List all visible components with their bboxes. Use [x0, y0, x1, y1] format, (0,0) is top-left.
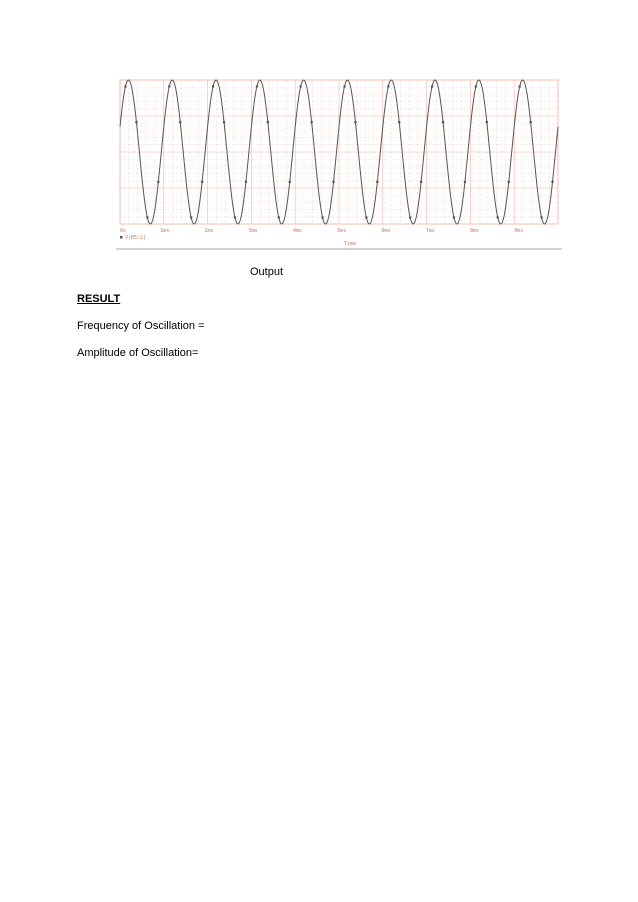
x-tick-label: 8ms	[469, 228, 479, 234]
trace-marker	[179, 121, 181, 123]
trace-marker	[300, 85, 302, 87]
result-heading: RESULT	[77, 293, 121, 305]
trace-marker	[289, 181, 291, 183]
trace-marker	[267, 121, 269, 123]
x-tick-label: 1ms	[160, 228, 170, 234]
trace-marker	[190, 216, 192, 218]
trace-marker	[519, 85, 521, 87]
amplitude-label: Amplitude of Oscillation=	[77, 347, 199, 359]
trace-marker	[420, 181, 422, 183]
trace-marker	[146, 216, 148, 218]
output-waveform-plot	[116, 76, 562, 254]
trace-marker	[475, 85, 477, 87]
trace-legend	[120, 235, 146, 241]
trace-marker	[223, 121, 225, 123]
trace-marker	[234, 216, 236, 218]
x-tick-labels	[120, 228, 523, 234]
x-tick-label: 0s	[120, 228, 127, 234]
trace-marker	[442, 121, 444, 123]
x-tick-label: 4ms	[292, 228, 303, 234]
trace-marker	[530, 121, 532, 123]
trace-marker	[497, 216, 499, 218]
trace-marker	[464, 181, 466, 183]
trace-marker	[551, 181, 553, 183]
trace-marker	[343, 85, 345, 87]
frequency-label: Frequency of Oscillation =	[77, 320, 205, 332]
trace-marker	[321, 216, 323, 218]
trace-marker	[168, 85, 170, 87]
trace-marker	[354, 121, 356, 123]
trace-marker	[135, 121, 137, 123]
figure-caption: Output	[250, 266, 284, 278]
plot-grid	[120, 80, 558, 224]
x-tick-label: 7ms	[425, 228, 435, 234]
trace-marker	[201, 181, 203, 183]
trace-marker	[409, 216, 411, 218]
x-tick-label: 5ms	[337, 228, 347, 234]
trace-marker	[453, 216, 455, 218]
trace-legend-marker	[120, 236, 123, 239]
trace-marker	[212, 85, 214, 87]
trace-marker	[365, 216, 367, 218]
trace-marker	[387, 85, 389, 87]
trace-marker	[431, 85, 433, 87]
x-tick-label: 9ms	[514, 228, 524, 234]
trace-marker	[508, 181, 510, 183]
x-tick-label: 3ms	[248, 228, 258, 234]
trace-marker	[332, 181, 334, 183]
trace-marker	[398, 121, 400, 123]
x-tick-label: 6ms	[381, 228, 391, 234]
trace-marker	[486, 121, 488, 123]
x-tick-label: 2ms	[204, 228, 214, 234]
x-axis-label: Time	[344, 241, 357, 247]
trace-marker	[157, 181, 159, 183]
trace-marker	[278, 216, 280, 218]
trace-marker	[256, 85, 258, 87]
trace-marker	[376, 181, 378, 183]
trace-marker	[540, 216, 542, 218]
trace-marker	[124, 85, 126, 87]
trace-marker	[311, 121, 313, 123]
trace-marker	[245, 181, 247, 183]
trace-legend-label: V(R5:2)	[125, 235, 147, 241]
